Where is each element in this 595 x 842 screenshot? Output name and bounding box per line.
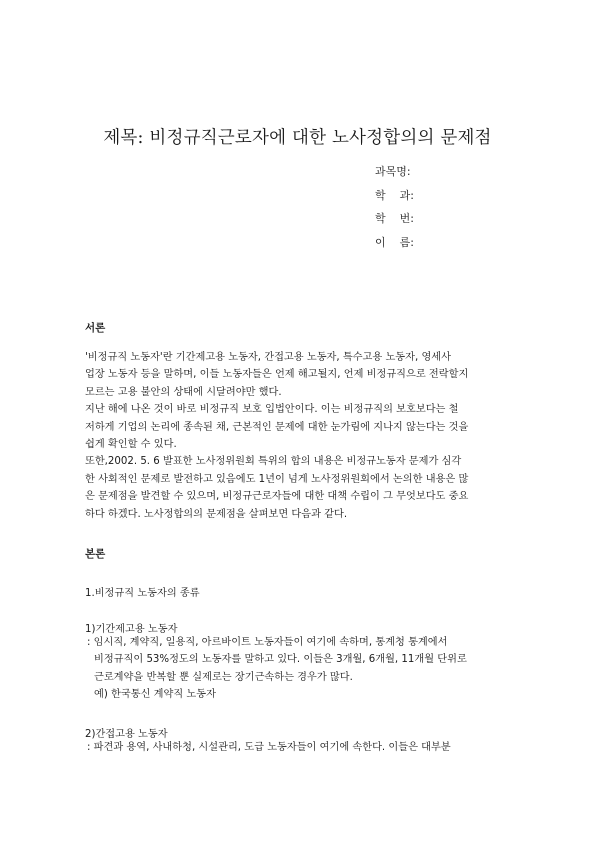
- text-line: 근로계약을 반복할 뿐 실제로는 장기근속하는 경우가 많다.: [94, 671, 353, 683]
- text-line: 은 문제점을 발견할 수 있으며, 비정규근로자들에 대한 대책 수립이 그 무엇보다도 중요: [85, 491, 469, 503]
- text-line: 저하게 기업의 논리에 종속된 채, 근본적인 문제에 대한 눈가림에 지나지 않는다는 것을: [85, 421, 469, 433]
- subsection-body: [87, 634, 513, 704]
- text-line: : 임시직, 계약직, 일용직, 아르바이트 노동자들이 여기에 속하며, 통계청 통계에서: [87, 637, 448, 648]
- text-line: '비정규직 노동자'란 기간제고용 노동자, 간접고용 노동자, 특수고용 노동자, 영세사: [85, 352, 451, 363]
- text-line: 하다 하겠다. 노사정합의의 문제점을 살펴보면 다음과 같다.: [85, 508, 348, 520]
- text-line: 지난 해에 나온 것이 바로 비정규직 보호 입법안이다. 이는 비정규직의 보호보다는 철: [85, 404, 459, 416]
- text-line: 한 사회적인 문제로 발전하고 있음에도 1년이 넘게 노사정위원회에서 논의한 내용은 많: [85, 473, 469, 485]
- subsection-body: [87, 739, 513, 756]
- subsection-title: 2)간접고용 노동자: [85, 729, 168, 740]
- text-line: 비정규직이 53%정도의 노동자를 말하고 있다. 이들은 3개월, 6개월, 11개월 단위로: [94, 654, 467, 666]
- text-line: 모르는 고용 불안의 상태에 시달려야만 했다.: [85, 386, 282, 398]
- author-info-block: [375, 160, 414, 254]
- intro-paragraph: [85, 349, 513, 523]
- department-label: 학 과:: [375, 188, 414, 202]
- example-line: 예) 한국통신 계약직 노동자: [94, 689, 216, 701]
- student-number-label: 학 번:: [375, 212, 414, 225]
- course-label: 과목명:: [375, 165, 411, 178]
- intro-heading: 서론: [85, 322, 106, 334]
- page-title: 제목: 비정규직근로자에 대한 노사정합의의 문제점: [103, 128, 492, 148]
- name-label: 이 름:: [375, 235, 414, 249]
- text-line: 또한,2002. 5. 6 발표한 노사정위원회 특위의 합의 내용은 비정규노동자 문제가 심각: [85, 456, 462, 468]
- text-line: : 파견과 용역, 사내하청, 시설관리, 도급 노동자들이 여기에 속한다. 이들은 대부분: [87, 742, 451, 753]
- text-line: 쉽게 확인할 수 있다.: [85, 439, 177, 451]
- body-heading: 본론: [85, 548, 106, 560]
- subsection-title: 1)기간제고용 노동자: [85, 624, 178, 635]
- text-line: 업장 노동자 등을 말하며, 이들 노동자들은 언제 해고될지, 언제 비정규직으로 전락할지: [85, 369, 469, 381]
- section-title: 1.비정규직 노동자의 종류: [85, 588, 200, 599]
